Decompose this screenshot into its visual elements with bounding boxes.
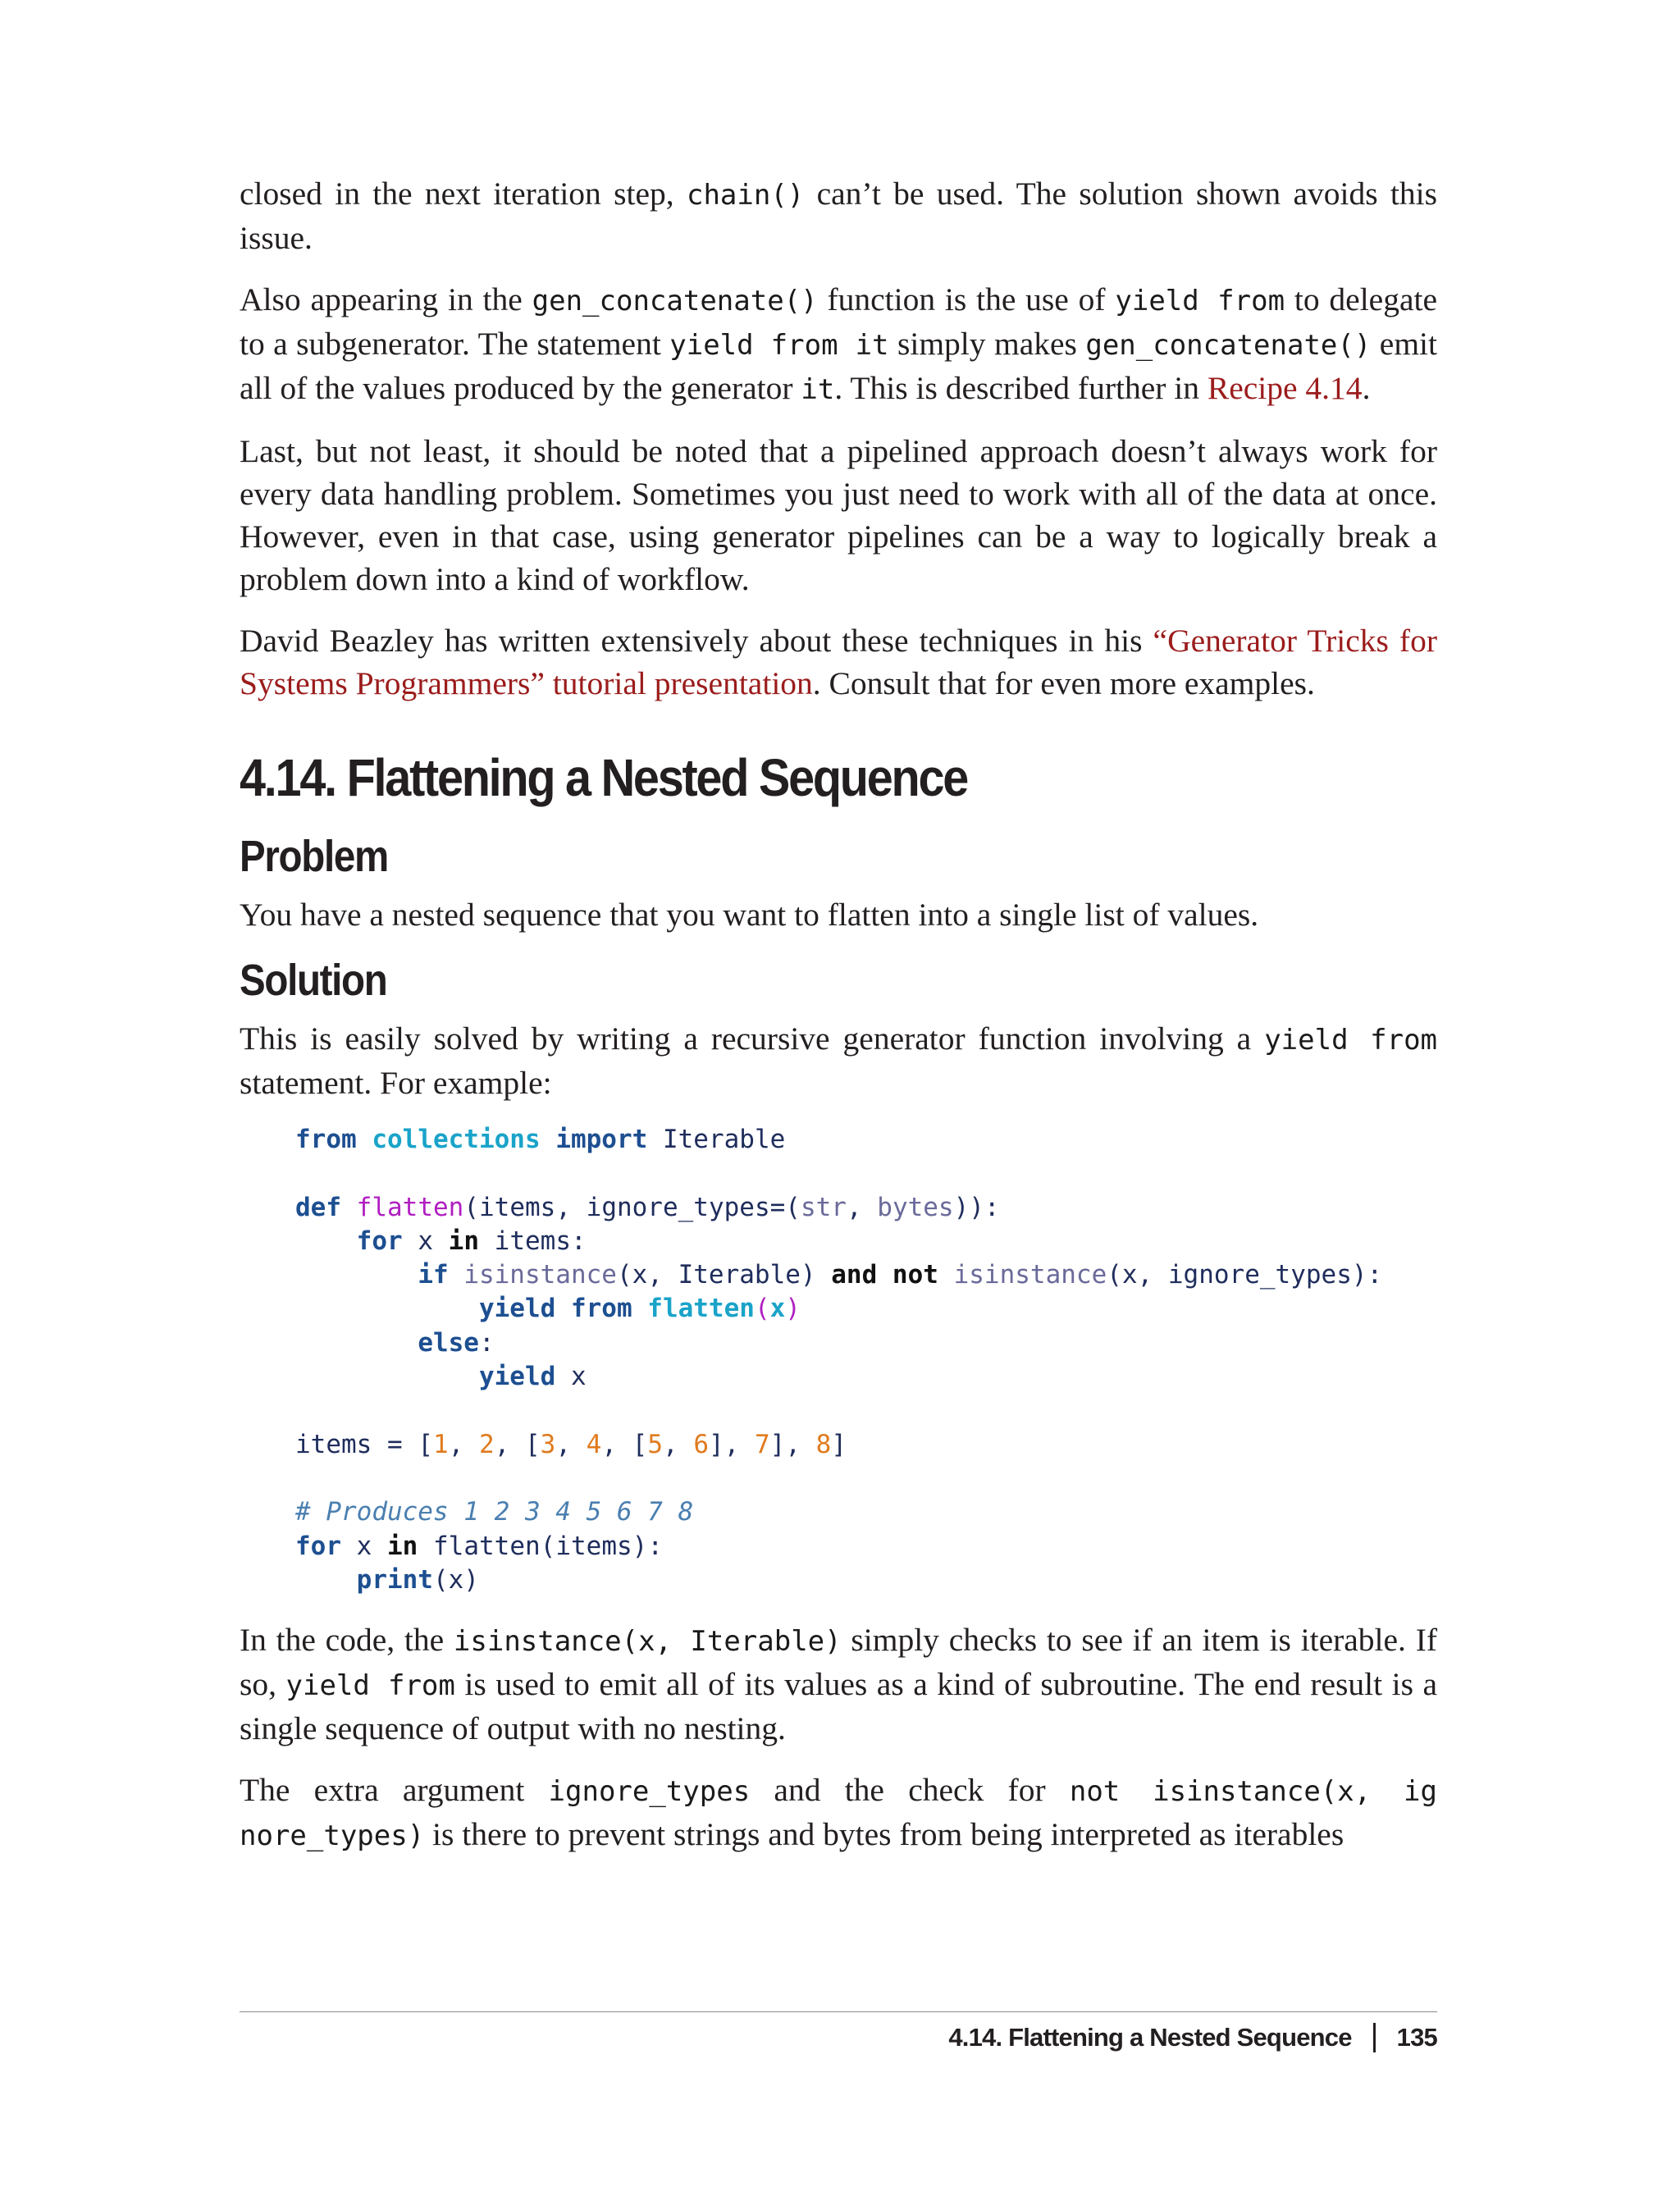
code-punct: :: [571, 1226, 587, 1256]
page-footer: [948, 2023, 1437, 2052]
code-keyword: import: [555, 1125, 648, 1154]
code-comment: # Produces 1 2 3 4 5 6 7 8: [295, 1497, 694, 1527]
solution-intro: [240, 1017, 1437, 1104]
text: .: [1362, 370, 1371, 406]
code-keyword: else: [418, 1327, 479, 1358]
code-var: x: [356, 1531, 372, 1561]
inline-code: it: [801, 373, 835, 406]
code-module: collections: [372, 1125, 541, 1154]
code-builtin: isinstance: [463, 1260, 617, 1290]
running-title: 4.14. Flattening a Nested Sequence: [948, 2023, 1352, 2052]
inline-code: yield from: [1264, 1024, 1438, 1057]
problem-heading: Problem: [240, 832, 388, 881]
paragraph-yield-from: [240, 278, 1437, 411]
code-punct: ,: [555, 1192, 587, 1222]
code-keyword: yield from: [478, 1294, 632, 1324]
text: David Beazley has written extensively about these techniques in his: [240, 623, 1153, 659]
code-keyword: in: [387, 1531, 418, 1561]
inline-code: yield from: [285, 1669, 455, 1703]
text: closed in the next iteration step,: [240, 176, 687, 212]
footer-separator: [1373, 2023, 1376, 2052]
code-number: 6: [693, 1429, 709, 1459]
paragraph-isinstance: [240, 1618, 1437, 1750]
recipe-link[interactable]: Recipe 4.14: [1207, 370, 1363, 406]
code-keyword: in: [448, 1226, 479, 1256]
text: and the check for: [750, 1772, 1070, 1809]
code-punct: =(: [769, 1192, 801, 1222]
text: The extra argument: [240, 1772, 549, 1809]
inline-code: gen_concatenate(): [1085, 329, 1372, 362]
inline-code: not isinstance(x, ig nore_types): [240, 1775, 1437, 1853]
code-number: 2: [478, 1429, 495, 1459]
text: emit all of the values produced by the generator: [240, 326, 1437, 406]
page-number: 135: [1396, 2023, 1437, 2052]
text: can’t be used. The solution shown avoids this issue.: [240, 176, 1437, 256]
code-keyword: print: [356, 1564, 433, 1595]
code-var: x: [570, 1362, 587, 1392]
code-args: (x): [432, 1564, 479, 1595]
problem-text: You have a nested sequence that you want to flatten into a single list of values.: [240, 897, 1259, 933]
code-builtin: isinstance: [953, 1260, 1107, 1290]
inline-code: yield from it: [669, 329, 889, 362]
code-punct: )):: [953, 1192, 1000, 1222]
text: is used to emit all of its values as a kind of subroutine. The end result is a single sequence of output with no nesting.: [240, 1666, 1437, 1747]
inline-code: isinstance(x, Iterable): [453, 1625, 842, 1659]
code-number: 4: [586, 1429, 602, 1459]
code-builtin: bytes: [877, 1192, 954, 1222]
text: simply checks to see if an item is iterable. If so,: [240, 1622, 1438, 1703]
code-keyword: yield: [478, 1362, 556, 1392]
inline-code: yield from: [1115, 285, 1285, 317]
code-var: items: [295, 1429, 372, 1459]
section-title: 4.14. Flattening a Nested Sequence: [240, 748, 968, 807]
text: Also appearing in the: [240, 281, 532, 317]
code-number: 8: [815, 1429, 832, 1459]
code-function-call: flatten: [433, 1531, 541, 1561]
paragraph-pipeline-note: Last, but not least, it should be noted that a pipelined approach doesn’t always work for every data handling problem. Sometimes you just need to work with all of the data at once. However, even in that case, using generator pipelines can be a way to logically break a problem down into a kind of workflow.: [240, 433, 1437, 597]
text: statement. For example:: [240, 1065, 552, 1101]
code-number: 3: [540, 1429, 556, 1459]
code-punct: = [: [372, 1429, 433, 1459]
text: simply makes: [888, 326, 1086, 362]
code-args: (x, ignore_types):: [1107, 1260, 1383, 1290]
code-keyword: for: [295, 1531, 341, 1561]
code-punct: ): [785, 1294, 801, 1324]
inline-code: gen_concatenate(): [532, 285, 818, 317]
text: . This is described further in: [834, 370, 1208, 406]
code-punct: (: [754, 1294, 770, 1324]
inline-code: ignore_types: [548, 1775, 751, 1809]
code-keyword: from: [295, 1125, 357, 1154]
code-args: (x, Iterable): [616, 1260, 832, 1290]
text: This is easily solved by writing a recursive generator function involving a: [240, 1020, 1265, 1057]
code-number: 1: [432, 1429, 449, 1459]
code-arg: ignore_types: [586, 1192, 770, 1222]
code-punct: :: [478, 1327, 495, 1358]
code-keyword: not: [892, 1260, 938, 1290]
code-keyword: for: [356, 1226, 403, 1256]
inline-code: chain(): [686, 179, 805, 212]
solution-heading: Solution: [240, 956, 387, 1005]
code-builtin: str: [800, 1192, 847, 1222]
text: to delegate to a subgenerator. The statement: [240, 281, 1437, 362]
code-punct: (: [463, 1192, 479, 1222]
code-keyword: def: [295, 1192, 341, 1222]
code-punct: ,: [846, 1192, 878, 1222]
code-keyword: if: [418, 1260, 449, 1290]
paragraph-beazley: [240, 619, 1437, 705]
code-var: x: [769, 1294, 786, 1324]
code-keyword: and: [831, 1260, 878, 1290]
code-block: from collections import Iterable def flatten(items, ignore_types=(str, bytes)): for x in items: if isinstance(x, Iterable) and not isinstance(x, ignore_types): yield from flatten(x) else: yield x items = [1, 2, [3, 4, [5, 6], 7], 8] # Produces 1 2 3 4 5 6 7 8 for x in flatten(items): print(x): [295, 1125, 1383, 1595]
text: . Consult that for even more examples.: [812, 665, 1315, 701]
code-arg: items: [479, 1192, 556, 1222]
paragraph-ignore-types: [240, 1769, 1437, 1857]
page-body: [240, 172, 1437, 1876]
code-function-name: flatten: [356, 1192, 464, 1222]
code-call: flatten: [647, 1294, 755, 1324]
text: is there to prevent strings and bytes from being interpreted as iterables: [424, 1816, 1344, 1853]
footer-divider: [240, 2011, 1437, 2012]
code-var: items: [494, 1226, 571, 1256]
code-args: (items):: [540, 1531, 663, 1561]
text: function is the use of: [817, 281, 1116, 317]
code-var: x: [418, 1226, 433, 1256]
text: In the code, the: [240, 1622, 454, 1659]
code-number: 5: [647, 1429, 663, 1459]
paragraph-chain-note: [240, 172, 1437, 259]
code-number: 7: [755, 1429, 770, 1459]
code-name: Iterable: [662, 1125, 786, 1154]
presentation-link[interactable]: “Generator Tricks for Systems Programmers” tutorial presentation: [240, 623, 1437, 701]
